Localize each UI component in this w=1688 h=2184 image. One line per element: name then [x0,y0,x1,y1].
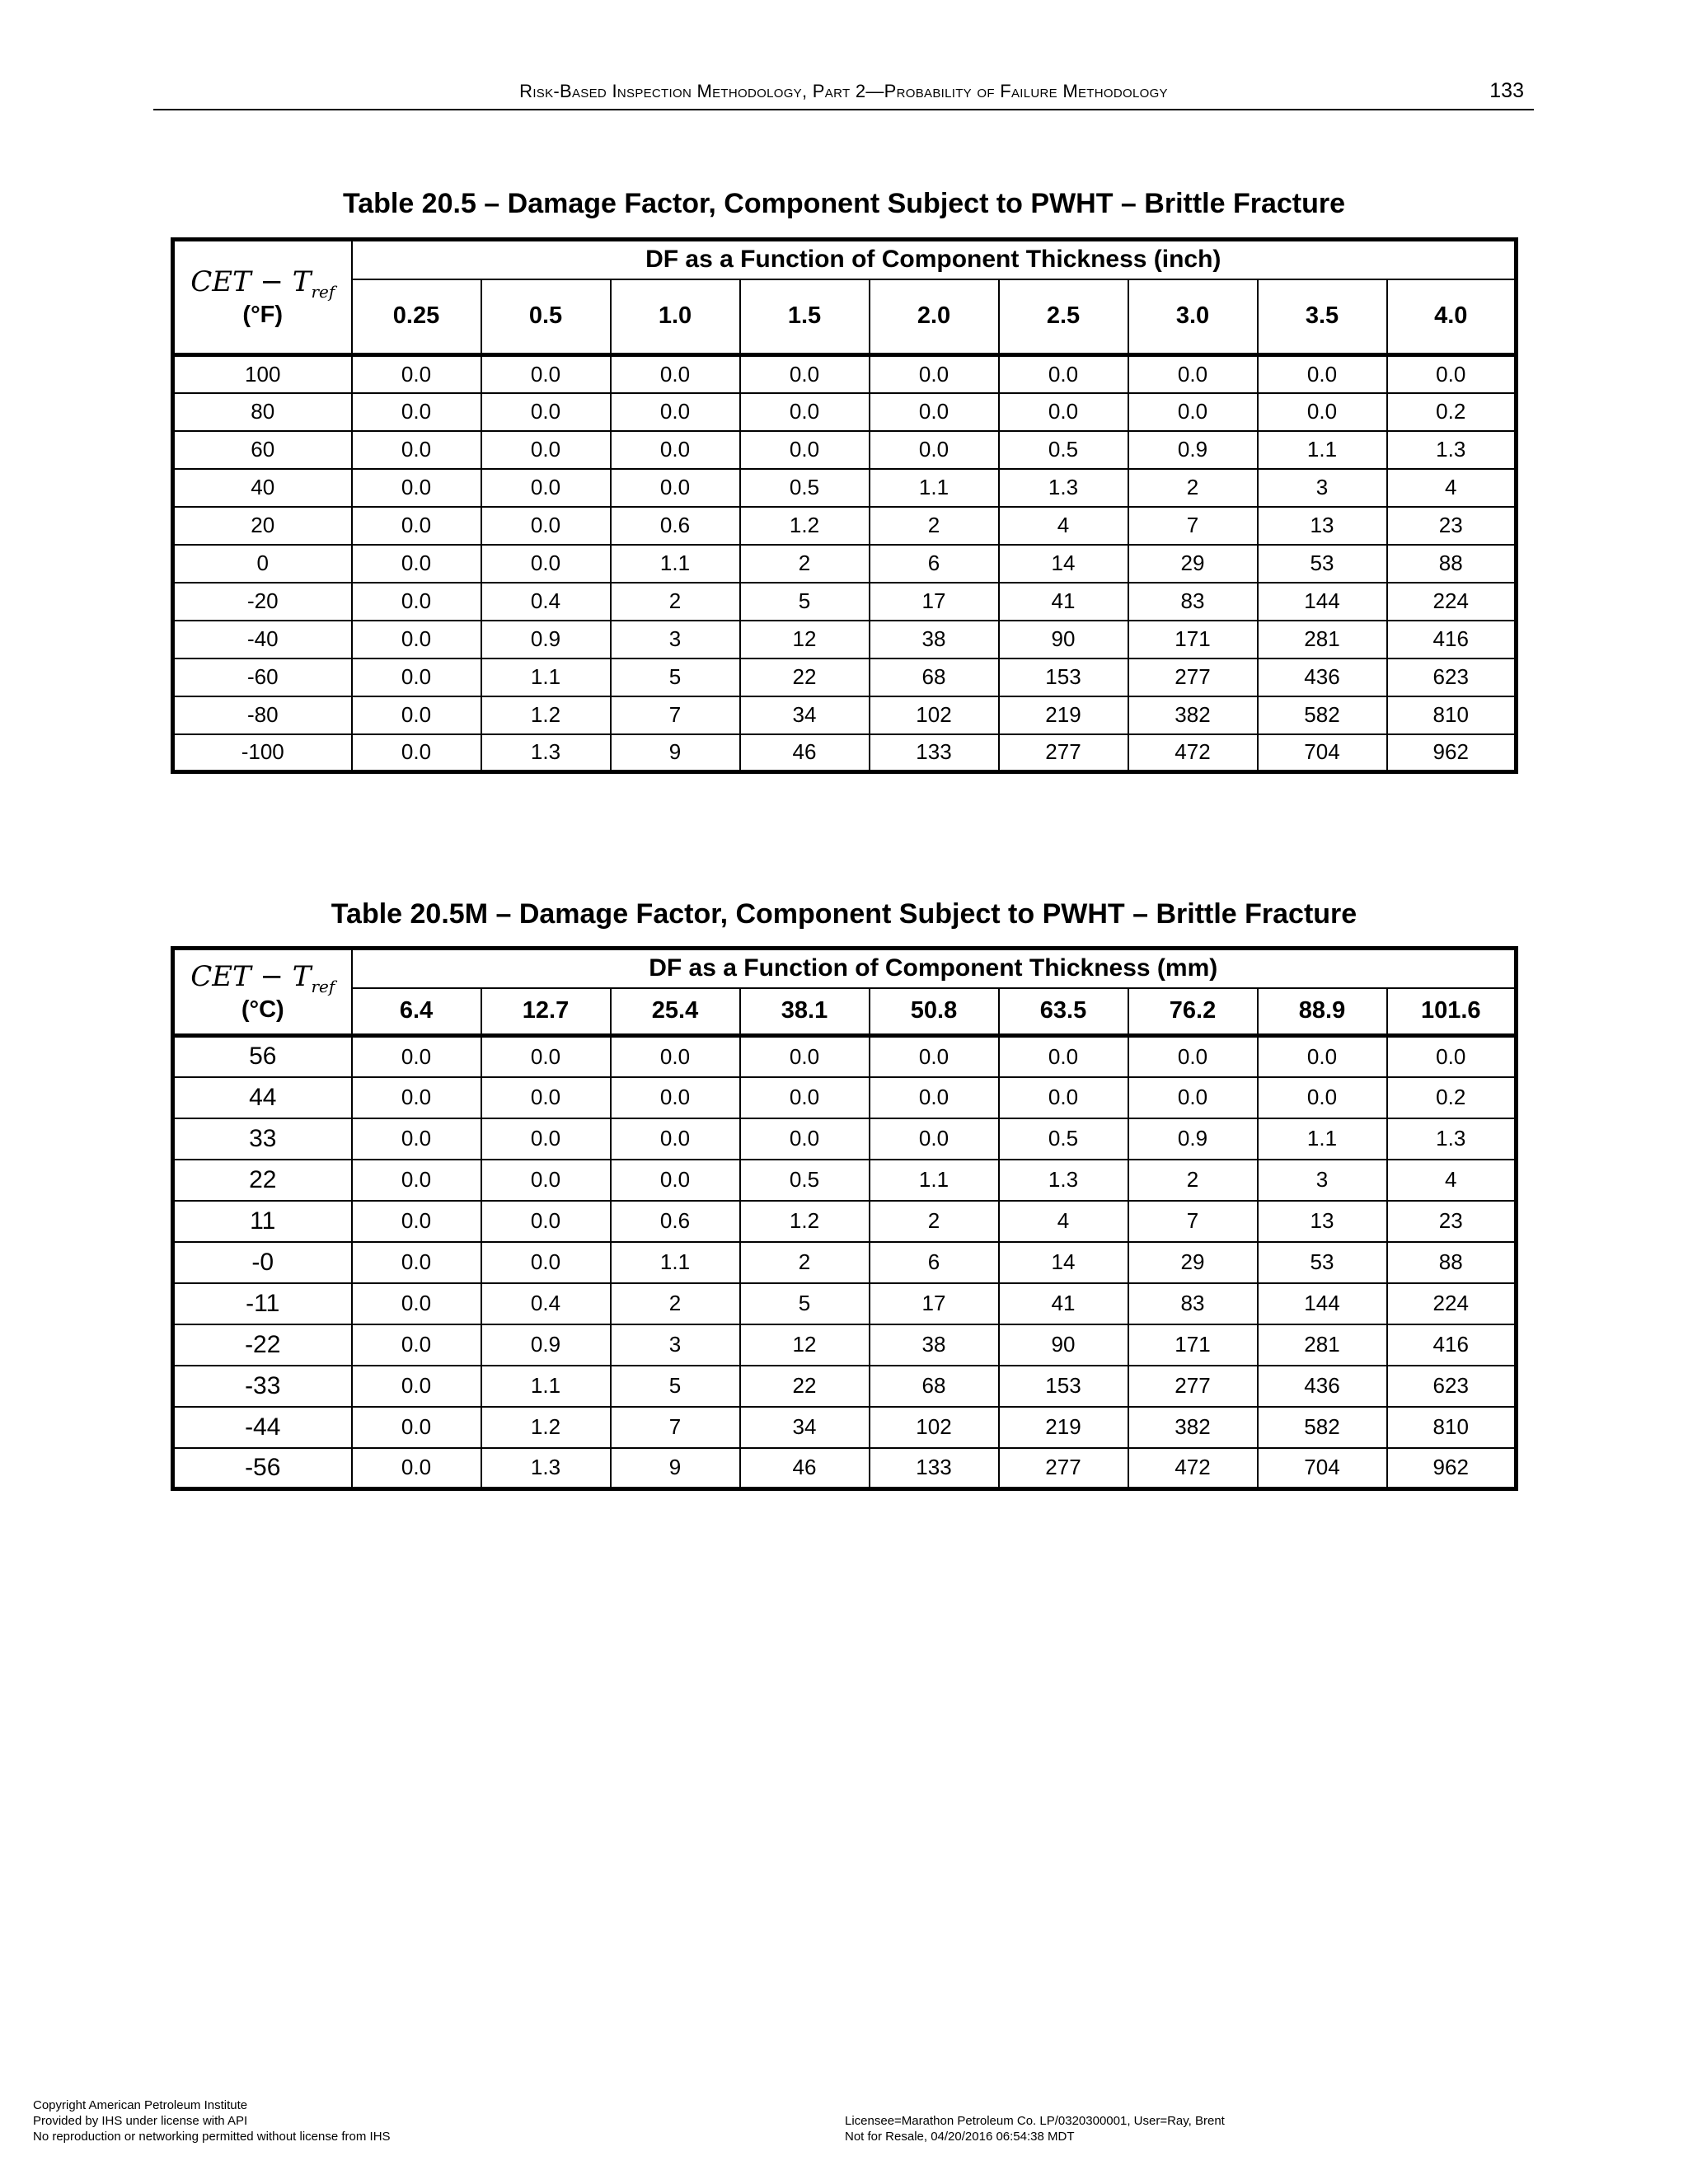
row-header-cell [173,240,352,355]
table-cell: 38 [870,1324,999,1366]
table-row [173,583,1517,621]
table-cell: 9 [611,1448,740,1489]
row-label: 44 [173,1077,352,1118]
table-cell: 810 [1387,696,1517,734]
table-cell: 41 [999,583,1128,621]
table-cell: 102 [870,696,999,734]
table-cell: 7 [1128,1201,1258,1242]
table-cell: 22 [740,658,870,696]
table-cell: 0.0 [481,545,611,583]
row-label: -60 [173,658,352,696]
footer-line: Provided by IHS under license with API [33,2114,248,2128]
table-cell: 1.2 [740,507,870,545]
row-label: 22 [173,1160,352,1201]
table-row [173,621,1517,658]
table-cell: 2 [1128,1160,1258,1201]
table-row [173,469,1517,507]
table-cell: 171 [1128,1324,1258,1366]
row-header-expression: CET − $T_{ref}$ [190,265,335,302]
table-cell: 0.0 [1387,1036,1517,1077]
table-cell: 0.0 [481,507,611,545]
table-cell: 0.0 [611,469,740,507]
table-row [173,734,1517,772]
table-row [173,431,1517,469]
column-header: 50.8 [870,988,999,1036]
table-cell: 0.0 [870,1077,999,1118]
table-row [173,1366,1517,1407]
row-label: -40 [173,621,352,658]
table-cell: 46 [740,1448,870,1489]
table-cell: 1.3 [481,1448,611,1489]
row-header-expression: CET − $T_{ref}$ [190,960,335,996]
table-cell: 472 [1128,1448,1258,1489]
table-cell: 4 [999,1201,1128,1242]
table-cell: 1.2 [481,696,611,734]
row-header-unit: (°C) [241,996,284,1023]
damage-factor-table-imperial [171,237,1518,774]
table-cell: 0.0 [1128,1036,1258,1077]
table-cell: 153 [999,658,1128,696]
table-cell: 623 [1387,658,1517,696]
column-header-row [173,279,1517,355]
table-cell: 1.1 [611,1242,740,1283]
running-header-title: Risk-Based Inspection Methodology, Part 2—Probability of Failure Methodology [519,81,1168,101]
table-cell: 2 [870,507,999,545]
table-cell: 102 [870,1407,999,1448]
table-row [173,1407,1517,1448]
table-cell: 0.0 [352,469,481,507]
table-cell: 29 [1128,1242,1258,1283]
table-cell: 6 [870,1242,999,1283]
footer-line: Not for Resale, 04/20/2016 06:54:38 MDT [845,2130,1075,2144]
table-cell: 0.0 [611,1118,740,1160]
column-header: 1.0 [611,279,740,355]
column-header: 0.5 [481,279,611,355]
table-cell: 0.0 [611,1036,740,1077]
table-cell: 0.0 [481,1160,611,1201]
table-cell: 704 [1258,734,1387,772]
footer-line: Licensee=Marathon Petroleum Co. LP/0320300001, User=Ray, Brent [845,2114,1225,2128]
row-label: -33 [173,1366,352,1407]
table-row [173,658,1517,696]
row-label: 100 [173,355,352,393]
table-cell: 23 [1387,1201,1517,1242]
table-cell: 23 [1387,507,1517,545]
table-cell: 1.3 [481,734,611,772]
table-cell: 153 [999,1366,1128,1407]
table-cell: 0.5 [999,1118,1128,1160]
table-cell: 0.0 [481,1242,611,1283]
table-body [173,1036,1517,1489]
table-cell: 2 [611,1283,740,1324]
table-cell: 0.0 [352,696,481,734]
row-label: 20 [173,507,352,545]
table-cell: 17 [870,583,999,621]
table-cell: 0.0 [352,1036,481,1077]
table-cell: 0.0 [740,355,870,393]
table-cell: 0.0 [481,1077,611,1118]
table-cell: 0.0 [740,431,870,469]
footer-line: No reproduction or networking permitted without license from IHS [33,2130,391,2144]
table-cell: 90 [999,1324,1128,1366]
table-cell: 277 [1128,1366,1258,1407]
table-row [173,1448,1517,1489]
table-cell: 219 [999,1407,1128,1448]
row-label: 0 [173,545,352,583]
column-header: 2.0 [870,279,999,355]
table-cell: 0.2 [1387,1077,1517,1118]
table-cell: 0.0 [352,1118,481,1160]
column-header: 3.5 [1258,279,1387,355]
table-cell: 0.4 [481,583,611,621]
row-label: 33 [173,1118,352,1160]
table-cell: 6 [870,545,999,583]
table-cell: 0.0 [870,1118,999,1160]
table-cell: 13 [1258,507,1387,545]
table-cell: 472 [1128,734,1258,772]
table-cell: 0.2 [1387,393,1517,431]
table-cell: 12 [740,621,870,658]
table-cell: 962 [1387,734,1517,772]
table-cell: 5 [611,658,740,696]
row-header-cell [173,949,352,1036]
table-cell: 38 [870,621,999,658]
damage-factor-table-metric [171,946,1518,1491]
table-cell: 4 [999,507,1128,545]
table-cell: 1.3 [999,1160,1128,1201]
table-cell: 171 [1128,621,1258,658]
table-cell: 582 [1258,1407,1387,1448]
table-cell: 0.0 [481,1036,611,1077]
table-cell: 68 [870,658,999,696]
table-cell: 1.3 [999,469,1128,507]
table-cell: 0.0 [481,469,611,507]
table-row [173,393,1517,431]
table-cell: 12 [740,1324,870,1366]
table-cell: 2 [870,1201,999,1242]
table-cell: 0.5 [740,1160,870,1201]
table-cell: 0.0 [352,507,481,545]
table-cell: 962 [1387,1448,1517,1489]
table-cell: 7 [611,696,740,734]
row-label: -22 [173,1324,352,1366]
table-cell: 382 [1128,1407,1258,1448]
row-label: -56 [173,1448,352,1489]
row-label: 56 [173,1036,352,1077]
table-cell: 41 [999,1283,1128,1324]
table-cell: 0.5 [999,431,1128,469]
table-cell: 0.0 [352,1077,481,1118]
table-title: Table 20.5 – Damage Factor, Component Subject to PWHT – Brittle Fracture [342,188,1346,219]
table-cell: 133 [870,1448,999,1489]
table-cell: 0.0 [870,355,999,393]
row-label: 60 [173,431,352,469]
table-body [173,355,1517,772]
row-label: 11 [173,1201,352,1242]
table-cell: 0.0 [352,1201,481,1242]
column-header: 1.5 [740,279,870,355]
table-cell: 3 [1258,1160,1387,1201]
table-cell: 0.0 [352,1324,481,1366]
table-cell: 1.3 [1387,431,1517,469]
table-cell: 1.3 [1387,1118,1517,1160]
table-cell: 144 [1258,1283,1387,1324]
column-header: 0.25 [352,279,481,355]
table-cell: 0.0 [481,431,611,469]
column-header-row [173,988,1517,1036]
row-label: -20 [173,583,352,621]
table-cell: 0.0 [611,1077,740,1118]
table-cell: 0.0 [1128,1077,1258,1118]
table-cell: 0.0 [352,1366,481,1407]
table-cell: 3 [1258,469,1387,507]
table-cell: 416 [1387,1324,1517,1366]
table-cell: 1.1 [611,545,740,583]
column-header: 101.6 [1387,988,1517,1036]
table-cell: 0.0 [352,1283,481,1324]
table-row [173,355,1517,393]
table-cell: 7 [611,1407,740,1448]
table-row [173,1160,1517,1201]
table-cell: 219 [999,696,1128,734]
table-row [173,1201,1517,1242]
table-cell: 0.9 [1128,431,1258,469]
table-cell: 0.0 [481,355,611,393]
table-cell: 281 [1258,621,1387,658]
table-row [173,696,1517,734]
table-cell: 0.0 [352,1448,481,1489]
column-header: 12.7 [481,988,611,1036]
column-header: 3.0 [1128,279,1258,355]
table-cell: 810 [1387,1407,1517,1448]
table-cell: 0.0 [1258,393,1387,431]
table-row [173,1077,1517,1118]
table-cell: 0.0 [1258,355,1387,393]
table-cell: 0.0 [999,355,1128,393]
table-row [173,1118,1517,1160]
column-header: 88.9 [1258,988,1387,1036]
column-header: 2.5 [999,279,1128,355]
table-cell: 0.0 [611,393,740,431]
table-cell: 0.6 [611,1201,740,1242]
table-cell: 83 [1128,1283,1258,1324]
footer-right [845,2113,1225,2144]
table-cell: 2 [740,1242,870,1283]
column-header: 63.5 [999,988,1128,1036]
table-row [173,1283,1517,1324]
table-row [173,1242,1517,1283]
table-cell: 0.9 [481,621,611,658]
table-cell: 144 [1258,583,1387,621]
row-label: -100 [173,734,352,772]
table-cell: 0.0 [999,1077,1128,1118]
column-header: 76.2 [1128,988,1258,1036]
table-cell: 7 [1128,507,1258,545]
table-cell: 1.1 [1258,1118,1387,1160]
column-header: 4.0 [1387,279,1517,355]
table-cell: 1.1 [1258,431,1387,469]
row-label: 80 [173,393,352,431]
table-cell: 88 [1387,545,1517,583]
table-cell: 0.0 [1258,1036,1387,1077]
table-cell: 1.2 [481,1407,611,1448]
table-cell: 0.6 [611,507,740,545]
table-cell: 0.0 [352,355,481,393]
row-label: 40 [173,469,352,507]
table-cell: 34 [740,696,870,734]
table-cell: 0.0 [870,393,999,431]
table-cell: 46 [740,734,870,772]
table-cell: 133 [870,734,999,772]
column-header: 38.1 [740,988,870,1036]
group-header: DF as a Function of Component Thickness (inch) [352,240,1517,279]
table-cell: 4 [1387,1160,1517,1201]
table-cell: 1.1 [870,469,999,507]
column-header: 25.4 [611,988,740,1036]
table-cell: 0.0 [870,431,999,469]
table-cell: 0.0 [611,431,740,469]
table-cell: 0.0 [999,1036,1128,1077]
table-cell: 2 [1128,469,1258,507]
table-cell: 0.0 [352,431,481,469]
table-cell: 0.0 [352,734,481,772]
table-cell: 0.0 [1258,1077,1387,1118]
row-label: -80 [173,696,352,734]
table-row [173,1036,1517,1077]
table-cell: 14 [999,1242,1128,1283]
table-cell: 17 [870,1283,999,1324]
table-cell: 0.0 [352,621,481,658]
table-cell: 68 [870,1366,999,1407]
table-cell: 2 [740,545,870,583]
table-cell: 0.0 [740,1077,870,1118]
table-cell: 0.0 [870,1036,999,1077]
table-cell: 623 [1387,1366,1517,1407]
table-cell: 0.0 [352,393,481,431]
table-row [173,545,1517,583]
table-cell: 704 [1258,1448,1387,1489]
table-cell: 0.0 [352,658,481,696]
table-cell: 582 [1258,696,1387,734]
running-header [153,77,1534,110]
table-cell: 2 [611,583,740,621]
table-cell: 277 [1128,658,1258,696]
table-row [173,507,1517,545]
table-cell: 0.0 [481,393,611,431]
row-header-unit: (°F) [242,301,284,328]
table-cell: 281 [1258,1324,1387,1366]
table-cell: 0.0 [611,355,740,393]
table-cell: 277 [999,1448,1128,1489]
table-cell: 436 [1258,658,1387,696]
table-cell: 0.5 [740,469,870,507]
table-cell: 90 [999,621,1128,658]
table-cell: 3 [611,621,740,658]
table-cell: 5 [611,1366,740,1407]
row-label: -44 [173,1407,352,1448]
table-cell: 0.9 [1128,1118,1258,1160]
table-cell: 0.9 [481,1324,611,1366]
table-cell: 53 [1258,545,1387,583]
table-cell: 1.2 [740,1201,870,1242]
table-cell: 83 [1128,583,1258,621]
table-cell: 3 [611,1324,740,1366]
table-cell: 29 [1128,545,1258,583]
table-cell: 1.1 [481,658,611,696]
table-cell: 1.1 [481,1366,611,1407]
table-cell: 0.0 [1128,393,1258,431]
table-cell: 0.0 [999,393,1128,431]
table-row [173,1324,1517,1366]
table-cell: 4 [1387,469,1517,507]
table-cell: 53 [1258,1242,1387,1283]
footer-left [33,2097,391,2144]
table-cell: 0.0 [352,1242,481,1283]
table-cell: 88 [1387,1242,1517,1283]
row-label: -11 [173,1283,352,1324]
table-cell: 0.0 [352,1160,481,1201]
column-header: 6.4 [352,988,481,1036]
table-cell: 13 [1258,1201,1387,1242]
table-cell: 5 [740,1283,870,1324]
table-cell: 224 [1387,583,1517,621]
table-title: Table 20.5M – Damage Factor, Component Subject to PWHT – Brittle Fracture [331,898,1357,930]
table-cell: 1.1 [870,1160,999,1201]
table-cell: 436 [1258,1366,1387,1407]
footer-line: Copyright American Petroleum Institute [33,2098,248,2112]
table-cell: 9 [611,734,740,772]
table-cell: 0.0 [740,1118,870,1160]
table-cell: 416 [1387,621,1517,658]
table-cell: 22 [740,1366,870,1407]
table-cell: 0.0 [481,1118,611,1160]
page-number: 133 [1489,79,1524,102]
table-cell: 0.0 [481,1201,611,1242]
table-cell: 224 [1387,1283,1517,1324]
table-cell: 0.0 [611,1160,740,1201]
table-cell: 5 [740,583,870,621]
table-cell: 277 [999,734,1128,772]
table-cell: 0.0 [740,1036,870,1077]
table-cell: 0.0 [1387,355,1517,393]
table-cell: 0.0 [352,545,481,583]
table-cell: 34 [740,1407,870,1448]
group-header: DF as a Function of Component Thickness (mm) [352,949,1517,988]
table-cell: 382 [1128,696,1258,734]
table-cell: 0.0 [1128,355,1258,393]
table-cell: 0.0 [352,583,481,621]
table-cell: 0.0 [740,393,870,431]
row-label: -0 [173,1242,352,1283]
table-cell: 0.0 [352,1407,481,1448]
table-cell: 0.4 [481,1283,611,1324]
table-cell: 14 [999,545,1128,583]
